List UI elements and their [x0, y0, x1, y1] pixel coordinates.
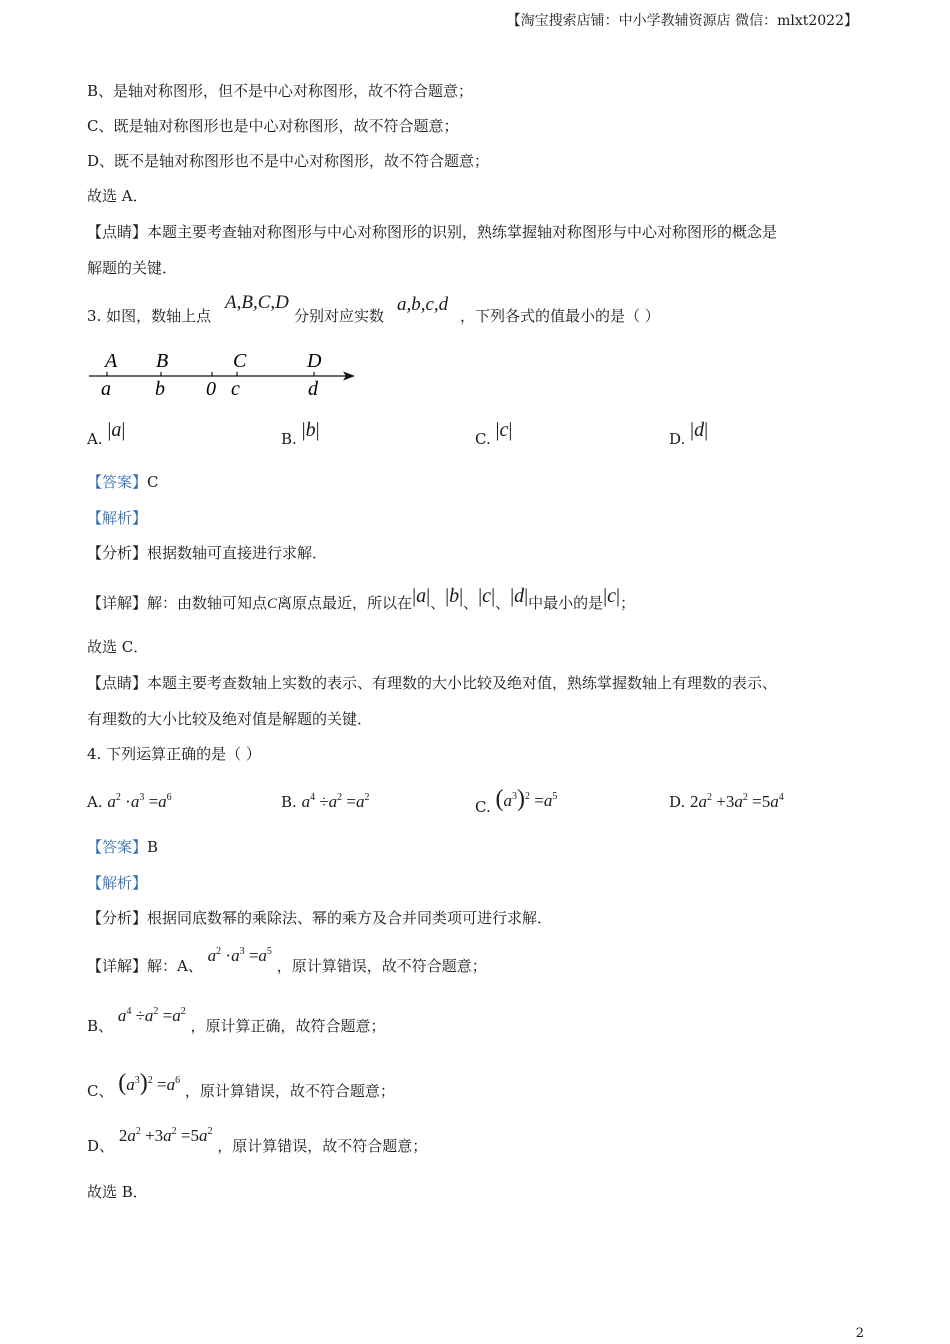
label-zero: 0 — [206, 378, 216, 400]
q3-points-upper: A,B,C,D — [225, 292, 289, 313]
q2-line-c: C、既是轴对称图形也是中心对称图形，故不符合题意； — [87, 117, 459, 135]
q2-line-b: B、是轴对称图形，但不是中心对称图形，故不符合题意； — [87, 82, 474, 100]
q4-detail-d: D、 $2a^2 +3a^2 =5a^2$ ，原计算错误，故不符合题意； — [87, 1126, 428, 1155]
comment-text: 本题主要考查轴对称图形与中心对称图形的识别，熟练掌握轴对称图形与中心对称图形的概念是 — [147, 223, 778, 241]
label-a: a — [101, 378, 111, 400]
fenxi-label: 【分析】 — [87, 909, 148, 927]
number-line-figure — [85, 345, 365, 403]
comment-text: 本题主要考查数轴上实数的表示、有理数的大小比较及绝对值，熟练掌握数轴上有理数的表示、 — [147, 674, 778, 692]
fenxi-text: 根据同底数幂的乘除法、幂的乘方及合并同类项可进行求解． — [147, 909, 553, 927]
q4-detail-b: B、 $a^4 \div a^2 =a^2$ ，原计算正确，故符合题意； — [87, 1006, 386, 1035]
q3-option-a: A. |a| — [87, 419, 126, 448]
option-label: B. — [281, 793, 297, 811]
q3-answer — [87, 475, 159, 490]
q3-detail: 【详解】解：由数轴可知点C离原点最近，所以在|a|、|b|、|c|、|d|中最小的是|c|； — [87, 585, 636, 612]
q4-answer — [87, 840, 158, 855]
page-header: 【淘宝搜索店铺：中小学教辅资源店 微信：mlxt2022】 — [506, 13, 858, 29]
option-label: A. — [87, 430, 103, 448]
label-c: c — [231, 378, 240, 400]
q2-comment — [87, 225, 777, 240]
label-B: B — [156, 350, 169, 372]
comment-label: 【点睛】 — [87, 223, 148, 241]
detail-b-expr: $a^4 \div a^2 =a^2$ — [117, 1006, 186, 1025]
detail-c-expr: $(a^3)^2 =a^6$ — [118, 1070, 181, 1096]
option-label: C. — [475, 430, 491, 448]
fenxi-text: 根据数轴可直接进行求解． — [147, 544, 328, 562]
detail-d-expr: $2a^2 +3a^2 =5a^2$ — [118, 1126, 213, 1145]
answer-label: 【答案】 — [87, 473, 148, 491]
option-label: B. — [281, 430, 297, 448]
option-label: D. — [669, 793, 686, 811]
q3-option-b: B. |b| — [281, 419, 320, 448]
q3-stem-mid: 分别对应实数 — [294, 307, 385, 325]
q4-option-d — [669, 793, 784, 810]
q4-choose: 故选 B． — [87, 1183, 148, 1201]
q4-analysis-label: 【解析】 — [87, 874, 148, 892]
fenxi-label: 【分析】 — [87, 544, 148, 562]
q4-option-a — [87, 793, 172, 810]
q3-option-c: C. |c| — [475, 419, 513, 448]
q4-option-b — [281, 793, 370, 810]
option-label: A. — [87, 793, 103, 811]
option-label: D. — [669, 430, 686, 448]
answer-label: 【答案】 — [87, 838, 148, 856]
label-A: A — [105, 350, 118, 372]
q4-stem: 4. 下列运算正确的是（ ） — [87, 745, 261, 763]
q3-comment — [87, 676, 777, 691]
answer-value: C — [147, 473, 159, 491]
comment-label: 【点睛】 — [87, 674, 148, 692]
page-number: 2 — [855, 1326, 864, 1341]
option-label: C. — [475, 798, 491, 816]
q4-option-c — [475, 786, 558, 816]
detail-a-expr: $a^2 \cdot a^3 =a^5$ — [207, 946, 272, 965]
label-b: b — [155, 378, 165, 400]
detail-label: 【详解】 — [87, 594, 148, 612]
option-a-expr: $a^2 \cdot a^3 =a^6$ — [107, 792, 172, 811]
option-b-expr: $a^4 \div a^2 =a^2$ — [301, 792, 370, 811]
q2-line-d: D、既不是轴对称图形也不是中心对称图形，故不符合题意； — [87, 152, 490, 170]
answer-value: B — [147, 838, 159, 856]
detail-label: 【详解】 — [87, 957, 148, 975]
q3-analysis-label: 【解析】 — [87, 509, 148, 527]
q4-fenxi — [87, 911, 552, 926]
option-d-expr: $2a^2 +3a^2 =5a^4$ — [690, 792, 784, 811]
detail-point: C — [267, 596, 278, 612]
q3-points-lower: a,b,c,d — [397, 294, 449, 315]
q4-detail-c: C、 $(a^3)^2 =a^6$ ，原计算错误，故不符合题意； — [87, 1070, 395, 1100]
q3-option-d: D. |d| — [669, 419, 709, 448]
q3-stem-suffix: ，下列各式的值最小的是（ ） — [460, 307, 660, 325]
option-c-expr: $(a^3)^2 =a^5$ — [495, 786, 558, 812]
q2-comment-2: 解题的关键． — [87, 259, 178, 277]
q3-choose: 故选 C． — [87, 638, 149, 656]
q3-fenxi — [87, 546, 327, 561]
q2-choose: 故选 A． — [87, 187, 148, 205]
label-D: D — [307, 350, 322, 372]
q4-detail-a: 【详解】解：A、 $a^2 \cdot a^3 =a^5$ ，原计算错误，故不符合题意； — [87, 946, 487, 975]
label-C: C — [233, 350, 247, 372]
label-d: d — [308, 378, 318, 400]
q3-stem-prefix: 3. 如图，数轴上点 — [87, 307, 212, 325]
q3-comment-2: 有理数的大小比较及绝对值是解题的关键． — [87, 710, 373, 728]
